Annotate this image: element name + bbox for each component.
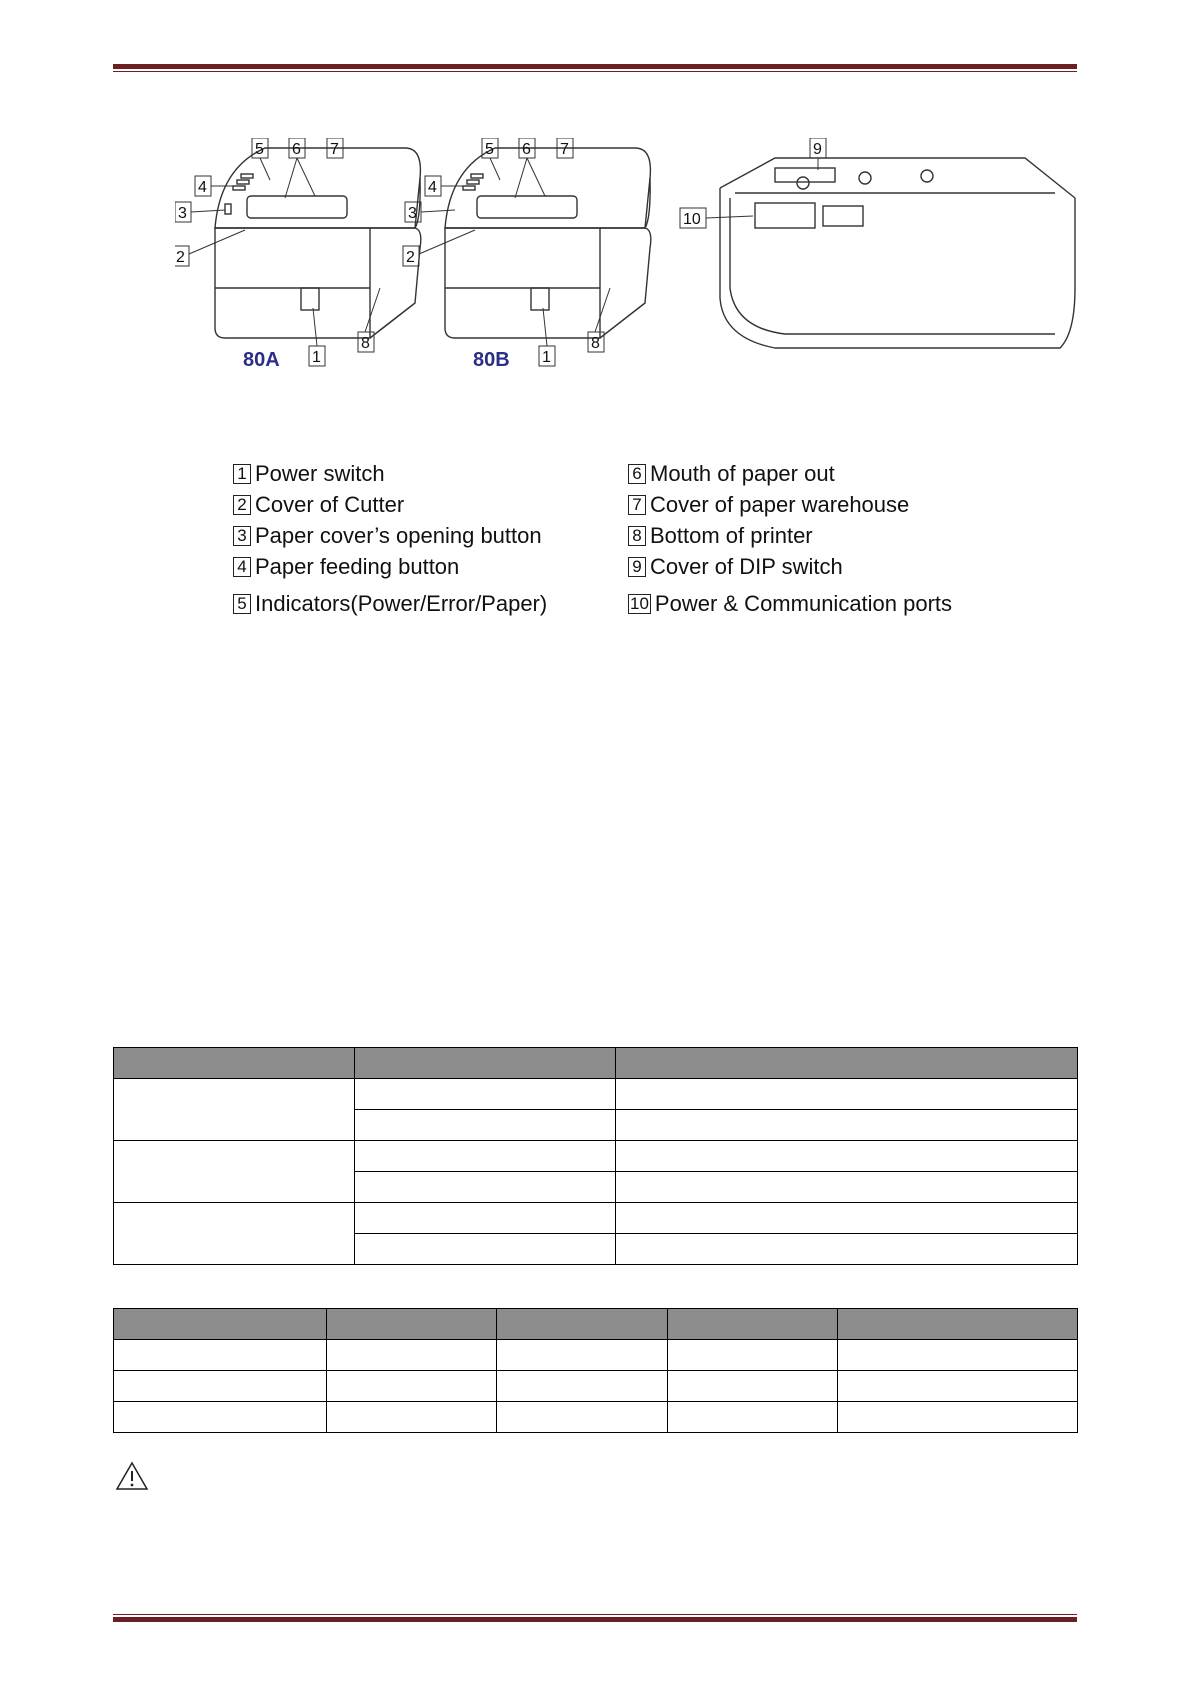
table-2 bbox=[113, 1308, 1078, 1433]
printer-80a-drawing bbox=[215, 148, 421, 338]
legend-item bbox=[233, 489, 547, 520]
table-cell bbox=[616, 1141, 1078, 1172]
table-row bbox=[114, 1141, 1078, 1172]
table-cell bbox=[616, 1079, 1078, 1110]
svg-text:10: 10 bbox=[683, 211, 701, 228]
table-cell bbox=[327, 1402, 497, 1433]
legend-number: 5 bbox=[233, 594, 251, 614]
table-cell bbox=[616, 1203, 1078, 1234]
svg-text:8: 8 bbox=[591, 335, 600, 352]
legend-label: Power switch bbox=[255, 461, 385, 486]
table-cell bbox=[114, 1340, 327, 1371]
table-header-row bbox=[114, 1309, 1078, 1340]
legend-label: Power & Communication ports bbox=[654, 591, 953, 616]
svg-text:8: 8 bbox=[361, 335, 370, 352]
legend-number: 4 bbox=[233, 557, 251, 577]
table-cell bbox=[355, 1172, 616, 1203]
legend-label: Paper cover’s opening button bbox=[255, 523, 542, 548]
callout-5 bbox=[252, 138, 270, 180]
legend-number: 7 bbox=[628, 495, 646, 515]
table-cell bbox=[114, 1079, 355, 1141]
table-cell bbox=[114, 1371, 327, 1402]
header-cell bbox=[838, 1309, 1078, 1340]
table-1 bbox=[113, 1047, 1078, 1265]
callout-1-b bbox=[539, 308, 555, 366]
table-cell bbox=[114, 1402, 327, 1433]
header-rule bbox=[113, 64, 1077, 72]
printer-diagram bbox=[175, 138, 1080, 408]
legend-right bbox=[628, 458, 952, 619]
callout-8 bbox=[358, 288, 380, 352]
table-row bbox=[114, 1402, 1078, 1433]
legend-number: 10 bbox=[630, 593, 649, 613]
table-row bbox=[114, 1371, 1078, 1402]
legend-label: Indicators(Power/Error/Paper) bbox=[255, 591, 548, 616]
svg-text:7: 7 bbox=[330, 141, 339, 158]
svg-text:7: 7 bbox=[560, 141, 569, 158]
header-cell bbox=[668, 1309, 838, 1340]
callout-9 bbox=[810, 138, 826, 170]
header-cell bbox=[327, 1309, 497, 1340]
table-cell bbox=[838, 1340, 1078, 1371]
legend-number: 1 bbox=[233, 464, 251, 484]
header-cell bbox=[355, 1048, 616, 1079]
legend-number: 3 bbox=[233, 526, 251, 546]
table-cell bbox=[497, 1402, 668, 1433]
svg-text:3: 3 bbox=[178, 205, 187, 222]
printer-80b-drawing bbox=[445, 148, 651, 338]
svg-text:5: 5 bbox=[485, 141, 494, 158]
footer-rule bbox=[113, 1614, 1077, 1622]
table-cell bbox=[355, 1079, 616, 1110]
legend-item bbox=[628, 551, 952, 582]
svg-text:4: 4 bbox=[198, 179, 207, 196]
table-cell bbox=[355, 1234, 616, 1265]
header-cell bbox=[114, 1309, 327, 1340]
table-cell bbox=[668, 1371, 838, 1402]
table-cell bbox=[327, 1371, 497, 1402]
callout-1 bbox=[309, 308, 325, 366]
legend-label: Cover of Cutter bbox=[255, 492, 405, 517]
callout-2 bbox=[175, 230, 245, 266]
legend-number: 8 bbox=[628, 526, 646, 546]
model-label-80b: 80B bbox=[473, 349, 510, 371]
callout-4-b bbox=[425, 176, 463, 196]
callout-8-b bbox=[588, 288, 610, 352]
legend-item bbox=[628, 458, 952, 489]
svg-text:6: 6 bbox=[522, 141, 531, 158]
header-cell bbox=[616, 1048, 1078, 1079]
table-cell bbox=[497, 1340, 668, 1371]
table-cell bbox=[327, 1340, 497, 1371]
svg-text:2: 2 bbox=[406, 249, 415, 266]
callout-4 bbox=[195, 176, 233, 196]
table-cell bbox=[668, 1340, 838, 1371]
table-cell bbox=[616, 1234, 1078, 1265]
model-label-80a: 80A bbox=[243, 349, 280, 371]
table-cell bbox=[668, 1402, 838, 1433]
table-row bbox=[114, 1203, 1078, 1234]
legend-item bbox=[628, 520, 952, 551]
legend-label: Bottom of printer bbox=[650, 523, 813, 548]
legend-item bbox=[233, 458, 547, 489]
table-row bbox=[114, 1079, 1078, 1110]
svg-text:5: 5 bbox=[255, 141, 264, 158]
header-cell bbox=[497, 1309, 668, 1340]
svg-text:6: 6 bbox=[292, 141, 301, 158]
svg-text:1: 1 bbox=[542, 349, 551, 366]
table-cell bbox=[616, 1110, 1078, 1141]
callout-10 bbox=[680, 208, 753, 228]
table-header-row bbox=[114, 1048, 1078, 1079]
legend-item bbox=[628, 489, 952, 520]
legend-label: Cover of paper warehouse bbox=[650, 492, 910, 517]
legend-number: 9 bbox=[628, 557, 646, 577]
callout-6 bbox=[285, 138, 315, 198]
header-cell bbox=[114, 1048, 355, 1079]
table-cell bbox=[114, 1203, 355, 1265]
table-cell bbox=[838, 1402, 1078, 1433]
table-cell bbox=[838, 1371, 1078, 1402]
warning-triangle-icon bbox=[114, 1460, 150, 1492]
svg-text:9: 9 bbox=[813, 141, 822, 158]
legend-left bbox=[233, 458, 547, 619]
legend-item bbox=[233, 551, 547, 582]
table-cell bbox=[355, 1141, 616, 1172]
legend-item bbox=[628, 588, 952, 619]
legend-number: 6 bbox=[628, 464, 646, 484]
table-cell bbox=[497, 1371, 668, 1402]
table-cell bbox=[355, 1110, 616, 1141]
callout-2-b bbox=[403, 230, 475, 266]
callout-6-b bbox=[515, 138, 545, 198]
table-row bbox=[114, 1340, 1078, 1371]
table-cell bbox=[616, 1172, 1078, 1203]
printer-back-drawing bbox=[720, 158, 1075, 348]
legend-number: 2 bbox=[233, 495, 251, 515]
legend-item bbox=[233, 520, 547, 551]
legend-label: Mouth of paper out bbox=[650, 461, 835, 486]
svg-text:4: 4 bbox=[428, 179, 437, 196]
callout-5-b bbox=[482, 138, 500, 180]
svg-text:1: 1 bbox=[312, 349, 321, 366]
svg-text:3: 3 bbox=[408, 205, 417, 222]
legend-label: Paper feeding button bbox=[255, 554, 460, 579]
legend-label: Cover of DIP switch bbox=[650, 554, 843, 579]
table-cell bbox=[355, 1203, 616, 1234]
table-cell bbox=[114, 1141, 355, 1203]
svg-text:2: 2 bbox=[176, 249, 185, 266]
legend-item bbox=[233, 588, 547, 619]
